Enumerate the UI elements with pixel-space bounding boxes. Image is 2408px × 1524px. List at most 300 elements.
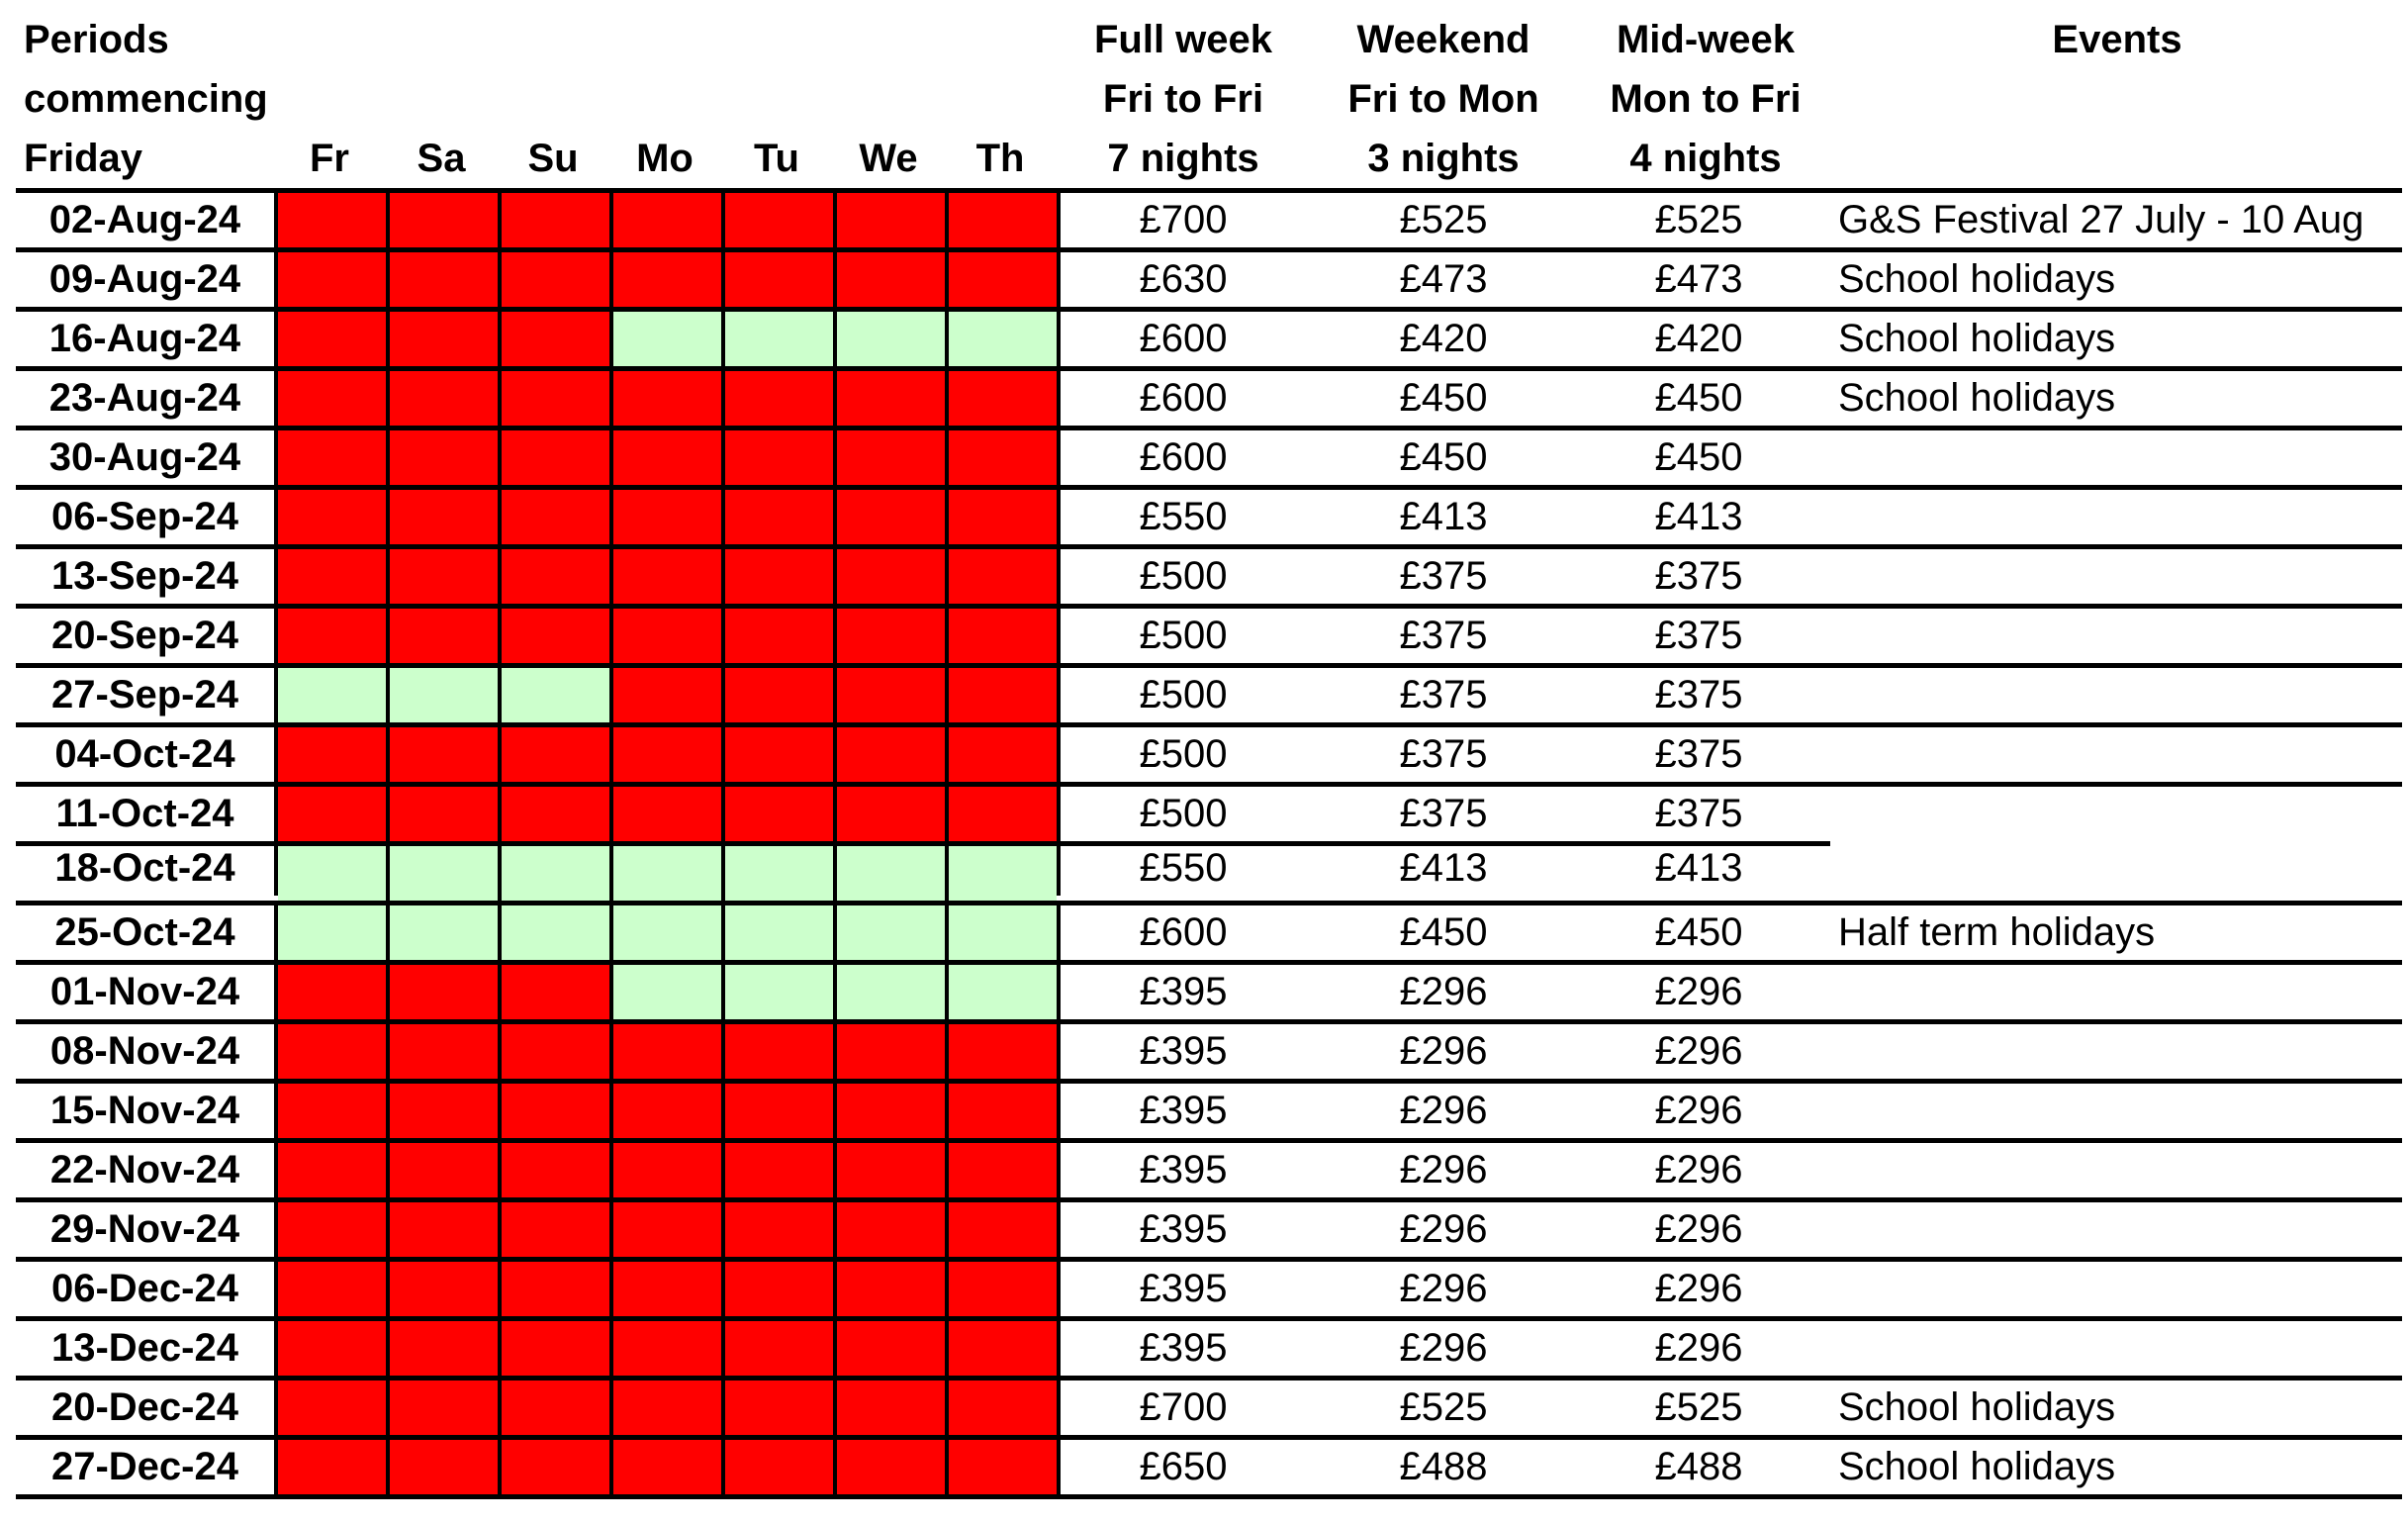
table-row bbox=[16, 960, 2402, 1019]
booked-day-cell[interactable] bbox=[390, 965, 502, 1019]
full-week-price: £600 bbox=[1139, 376, 1228, 420]
full-week-price: £550 bbox=[1139, 846, 1228, 890]
availability-table bbox=[16, 188, 2402, 1499]
day-availability-grid bbox=[274, 193, 1061, 247]
full-week-price: £395 bbox=[1139, 970, 1228, 1013]
booked-day-cell[interactable] bbox=[278, 727, 390, 782]
period-date: 27-Dec-24 bbox=[50, 1445, 238, 1488]
booked-day-cell[interactable] bbox=[278, 1440, 390, 1494]
weekend-header bbox=[1315, 10, 1572, 188]
full-week-price: £395 bbox=[1139, 1148, 1228, 1191]
available-day-cell[interactable] bbox=[725, 965, 837, 1019]
booked-day-cell[interactable] bbox=[502, 252, 613, 307]
booked-day-cell[interactable] bbox=[613, 1381, 725, 1435]
mid-week-price: £420 bbox=[1654, 317, 1743, 360]
event-label: School holidays bbox=[1838, 376, 2116, 420]
mid-week-price: £296 bbox=[1654, 1089, 1743, 1132]
booked-day-cell[interactable] bbox=[502, 1084, 613, 1138]
weekend-price: £473 bbox=[1399, 257, 1488, 301]
booked-day-cell[interactable] bbox=[390, 1084, 502, 1138]
available-day-cell[interactable] bbox=[613, 965, 725, 1019]
booked-day-cell[interactable] bbox=[278, 193, 390, 247]
booked-day-cell[interactable] bbox=[949, 1321, 1057, 1376]
event-label: G&S Festival 27 July - 10 Aug bbox=[1838, 198, 2364, 241]
booked-day-cell[interactable] bbox=[613, 609, 725, 663]
mid-week-price: £413 bbox=[1654, 495, 1743, 538]
booked-day-cell[interactable] bbox=[725, 490, 837, 544]
available-day-cell[interactable] bbox=[390, 846, 502, 901]
booked-day-cell[interactable] bbox=[390, 371, 502, 426]
day-availability-grid bbox=[274, 787, 1061, 841]
full-week-price: £500 bbox=[1139, 614, 1228, 657]
mid-week-price: £450 bbox=[1654, 435, 1743, 479]
booked-day-cell[interactable] bbox=[837, 787, 949, 841]
day-header-sa: Sa bbox=[417, 137, 466, 180]
booked-day-cell[interactable] bbox=[725, 1262, 837, 1316]
available-day-cell[interactable] bbox=[725, 846, 837, 901]
header-line: Friday bbox=[24, 137, 143, 180]
table-row bbox=[16, 247, 2402, 307]
booked-day-cell[interactable] bbox=[725, 787, 837, 841]
table-row bbox=[16, 901, 2402, 960]
table-row bbox=[16, 1079, 2402, 1138]
mid-week-price: £525 bbox=[1654, 1385, 1743, 1429]
full-week-price: £395 bbox=[1139, 1089, 1228, 1132]
booked-day-cell[interactable] bbox=[502, 1024, 613, 1079]
booked-day-cell[interactable] bbox=[725, 1024, 837, 1079]
day-availability-grid bbox=[274, 905, 1061, 960]
booked-day-cell[interactable] bbox=[949, 727, 1057, 782]
table-row bbox=[16, 1316, 2402, 1376]
weekend-price: £296 bbox=[1399, 1267, 1488, 1310]
available-day-cell[interactable] bbox=[278, 668, 390, 722]
booked-day-cell[interactable] bbox=[390, 312, 502, 366]
mid-week-price: £450 bbox=[1654, 376, 1743, 420]
booked-day-cell[interactable] bbox=[390, 1262, 502, 1316]
mid-week-price: £525 bbox=[1654, 198, 1743, 241]
booked-day-cell[interactable] bbox=[949, 668, 1057, 722]
full-week-price: £600 bbox=[1139, 435, 1228, 479]
day-header-tu: Tu bbox=[754, 137, 799, 180]
table-row bbox=[16, 1435, 2402, 1499]
booked-day-cell[interactable] bbox=[837, 1440, 949, 1494]
booked-day-cell[interactable] bbox=[278, 1381, 390, 1435]
booked-day-cell[interactable] bbox=[949, 609, 1057, 663]
booked-day-cell[interactable] bbox=[390, 609, 502, 663]
period-date: 09-Aug-24 bbox=[48, 257, 241, 301]
header-line: Mid-week bbox=[1616, 18, 1796, 61]
table-row bbox=[16, 663, 2402, 722]
weekend-price: £375 bbox=[1399, 673, 1488, 716]
mid-week-price: £375 bbox=[1654, 732, 1743, 776]
day-availability-grid bbox=[274, 1440, 1061, 1494]
period-date: 16-Aug-24 bbox=[48, 317, 241, 360]
mid-week-price: £473 bbox=[1654, 257, 1743, 301]
table-row bbox=[16, 604, 2402, 663]
booked-day-cell[interactable] bbox=[837, 252, 949, 307]
booked-day-cell[interactable] bbox=[725, 252, 837, 307]
booked-day-cell[interactable] bbox=[725, 1321, 837, 1376]
booked-day-cell[interactable] bbox=[949, 1262, 1057, 1316]
available-day-cell[interactable] bbox=[502, 905, 613, 960]
header-line: Fri to Fri bbox=[1102, 77, 1264, 121]
booked-day-cell[interactable] bbox=[949, 1202, 1057, 1257]
weekend-price: £375 bbox=[1399, 614, 1488, 657]
period-date: 13-Sep-24 bbox=[51, 554, 238, 598]
weekend-price: £296 bbox=[1399, 1148, 1488, 1191]
weekend-price: £296 bbox=[1399, 1207, 1488, 1251]
period-date: 06-Sep-24 bbox=[51, 495, 238, 538]
booked-day-cell[interactable] bbox=[502, 312, 613, 366]
booked-day-cell[interactable] bbox=[613, 549, 725, 604]
booked-day-cell[interactable] bbox=[725, 609, 837, 663]
day-availability-grid bbox=[274, 841, 1061, 896]
booked-day-cell[interactable] bbox=[278, 1321, 390, 1376]
booked-day-cell[interactable] bbox=[949, 787, 1057, 841]
event-label: School holidays bbox=[1838, 317, 2116, 360]
mid-week-price: £296 bbox=[1654, 1029, 1743, 1073]
booked-day-cell[interactable] bbox=[725, 1440, 837, 1494]
full-week-price: £700 bbox=[1139, 1385, 1228, 1429]
period-date: 13-Dec-24 bbox=[50, 1326, 238, 1370]
header-line: Periods bbox=[24, 18, 169, 61]
booked-day-cell[interactable] bbox=[278, 609, 390, 663]
header-line: Mon to Fri bbox=[1610, 77, 1802, 121]
available-day-cell[interactable] bbox=[837, 965, 949, 1019]
booked-day-cell[interactable] bbox=[725, 1143, 837, 1197]
table-row bbox=[16, 841, 2402, 901]
booked-day-cell[interactable] bbox=[837, 1381, 949, 1435]
booked-day-cell[interactable] bbox=[837, 727, 949, 782]
available-day-cell[interactable] bbox=[949, 965, 1057, 1019]
weekend-price: £525 bbox=[1399, 198, 1488, 241]
booked-day-cell[interactable] bbox=[390, 1202, 502, 1257]
booked-day-cell[interactable] bbox=[725, 1381, 837, 1435]
mid-week-header bbox=[1577, 10, 1834, 188]
full-week-price: £550 bbox=[1139, 495, 1228, 538]
table-row bbox=[16, 1257, 2402, 1316]
available-day-cell[interactable] bbox=[949, 846, 1057, 901]
booked-day-cell[interactable] bbox=[837, 1084, 949, 1138]
day-availability-grid bbox=[274, 490, 1061, 544]
booked-day-cell[interactable] bbox=[278, 490, 390, 544]
table-row bbox=[16, 1197, 2402, 1257]
booked-day-cell[interactable] bbox=[949, 430, 1057, 485]
booked-day-cell[interactable] bbox=[278, 1024, 390, 1079]
table-row bbox=[16, 307, 2402, 366]
booked-day-cell[interactable] bbox=[390, 193, 502, 247]
booked-day-cell[interactable] bbox=[502, 549, 613, 604]
day-header-fr: Fr bbox=[310, 137, 349, 180]
booked-day-cell[interactable] bbox=[949, 1024, 1057, 1079]
mid-week-price: £413 bbox=[1654, 846, 1743, 890]
full-week-price: £650 bbox=[1139, 1445, 1228, 1488]
booked-day-cell[interactable] bbox=[613, 1084, 725, 1138]
mid-week-price: £296 bbox=[1654, 1207, 1743, 1251]
available-day-cell[interactable] bbox=[502, 846, 613, 901]
booked-day-cell[interactable] bbox=[390, 252, 502, 307]
booked-day-cell[interactable] bbox=[502, 1262, 613, 1316]
available-day-cell[interactable] bbox=[837, 312, 949, 366]
booked-day-cell[interactable] bbox=[613, 371, 725, 426]
period-date: 02-Aug-24 bbox=[48, 198, 241, 241]
mid-week-price: £296 bbox=[1654, 970, 1743, 1013]
booked-day-cell[interactable] bbox=[502, 1381, 613, 1435]
day-availability-grid bbox=[274, 1143, 1061, 1197]
period-date: 23-Aug-24 bbox=[48, 376, 241, 420]
full-week-price: £630 bbox=[1139, 257, 1228, 301]
event-label: Half term holidays bbox=[1838, 910, 2156, 954]
available-day-cell[interactable] bbox=[502, 668, 613, 722]
booked-day-cell[interactable] bbox=[390, 787, 502, 841]
day-availability-grid bbox=[274, 609, 1061, 663]
weekend-price: £420 bbox=[1399, 317, 1488, 360]
booked-day-cell[interactable] bbox=[837, 1262, 949, 1316]
booked-day-cell[interactable] bbox=[725, 1202, 837, 1257]
available-day-cell[interactable] bbox=[278, 846, 390, 901]
booked-day-cell[interactable] bbox=[502, 1202, 613, 1257]
booked-day-cell[interactable] bbox=[278, 371, 390, 426]
weekend-price: £296 bbox=[1399, 1326, 1488, 1370]
available-day-cell[interactable] bbox=[837, 846, 949, 901]
booked-day-cell[interactable] bbox=[837, 1143, 949, 1197]
table-row bbox=[16, 1376, 2402, 1435]
day-availability-grid bbox=[274, 1202, 1061, 1257]
period-date: 25-Oct-24 bbox=[54, 910, 235, 954]
booked-day-cell[interactable] bbox=[278, 312, 390, 366]
booked-day-cell[interactable] bbox=[278, 1202, 390, 1257]
available-day-cell[interactable] bbox=[613, 905, 725, 960]
full-week-price: £600 bbox=[1139, 317, 1228, 360]
period-date: 18-Oct-24 bbox=[54, 846, 235, 890]
header-line: 4 nights bbox=[1629, 137, 1782, 180]
mid-week-price: £375 bbox=[1654, 673, 1743, 716]
booked-day-cell[interactable] bbox=[725, 668, 837, 722]
weekend-price: £488 bbox=[1399, 1445, 1488, 1488]
booked-day-cell[interactable] bbox=[502, 609, 613, 663]
available-day-cell[interactable] bbox=[725, 312, 837, 366]
booked-day-cell[interactable] bbox=[725, 430, 837, 485]
weekend-price: £413 bbox=[1399, 846, 1488, 890]
booked-day-cell[interactable] bbox=[502, 1321, 613, 1376]
available-day-cell[interactable] bbox=[613, 846, 725, 901]
day-availability-grid bbox=[274, 965, 1061, 1019]
booked-day-cell[interactable] bbox=[613, 668, 725, 722]
booked-day-cell[interactable] bbox=[390, 1321, 502, 1376]
weekend-price: £413 bbox=[1399, 495, 1488, 538]
booked-day-cell[interactable] bbox=[390, 1381, 502, 1435]
booked-day-cell[interactable] bbox=[949, 1440, 1057, 1494]
booked-day-cell[interactable] bbox=[837, 490, 949, 544]
booked-day-cell[interactable] bbox=[949, 252, 1057, 307]
booked-day-cell[interactable] bbox=[725, 1084, 837, 1138]
header-line: Weekend bbox=[1356, 18, 1530, 61]
booked-day-cell[interactable] bbox=[725, 549, 837, 604]
booked-day-cell[interactable] bbox=[502, 490, 613, 544]
booked-day-cell[interactable] bbox=[502, 727, 613, 782]
mid-week-price: £375 bbox=[1654, 614, 1743, 657]
booked-day-cell[interactable] bbox=[837, 430, 949, 485]
booked-day-cell[interactable] bbox=[613, 1143, 725, 1197]
booked-day-cell[interactable] bbox=[502, 965, 613, 1019]
booked-day-cell[interactable] bbox=[725, 371, 837, 426]
booked-day-cell[interactable] bbox=[390, 549, 502, 604]
mid-week-price: £296 bbox=[1654, 1148, 1743, 1191]
day-header-mo: Mo bbox=[636, 137, 694, 180]
table-row bbox=[16, 485, 2402, 544]
period-date: 04-Oct-24 bbox=[54, 732, 235, 776]
period-date: 20-Dec-24 bbox=[50, 1385, 238, 1429]
booked-day-cell[interactable] bbox=[837, 668, 949, 722]
booked-day-cell[interactable] bbox=[278, 1262, 390, 1316]
full-week-price: £500 bbox=[1139, 554, 1228, 598]
weekend-price: £296 bbox=[1399, 1029, 1488, 1073]
booked-day-cell[interactable] bbox=[837, 549, 949, 604]
full-week-price: £500 bbox=[1139, 792, 1228, 835]
booked-day-cell[interactable] bbox=[613, 1262, 725, 1316]
available-day-cell[interactable] bbox=[949, 905, 1057, 960]
table-row bbox=[16, 366, 2402, 426]
booked-day-cell[interactable] bbox=[949, 371, 1057, 426]
day-header-su: Su bbox=[527, 137, 579, 180]
full-week-price: £500 bbox=[1139, 732, 1228, 776]
booked-day-cell[interactable] bbox=[837, 1202, 949, 1257]
booked-day-cell[interactable] bbox=[390, 727, 502, 782]
event-label: School holidays bbox=[1838, 1385, 2116, 1429]
booked-day-cell[interactable] bbox=[502, 193, 613, 247]
table-row bbox=[16, 188, 2402, 247]
weekend-price: £450 bbox=[1399, 376, 1488, 420]
booked-day-cell[interactable] bbox=[949, 1084, 1057, 1138]
booked-day-cell[interactable] bbox=[390, 1440, 502, 1494]
weekend-price: £450 bbox=[1399, 910, 1488, 954]
table-row bbox=[16, 782, 2402, 841]
full-week-price: £395 bbox=[1139, 1267, 1228, 1310]
table-row bbox=[16, 1019, 2402, 1079]
booked-day-cell[interactable] bbox=[949, 549, 1057, 604]
period-date: 29-Nov-24 bbox=[49, 1207, 240, 1251]
full-week-price: £600 bbox=[1139, 910, 1228, 954]
weekend-price: £525 bbox=[1399, 1385, 1488, 1429]
period-date: 27-Sep-24 bbox=[51, 673, 238, 716]
period-date: 11-Oct-24 bbox=[55, 792, 234, 835]
booked-day-cell[interactable] bbox=[613, 1440, 725, 1494]
day-availability-grid bbox=[274, 430, 1061, 485]
booked-day-cell[interactable] bbox=[613, 252, 725, 307]
period-date: 20-Sep-24 bbox=[51, 614, 238, 657]
booked-day-cell[interactable] bbox=[278, 252, 390, 307]
booked-day-cell[interactable] bbox=[390, 490, 502, 544]
period-date: 15-Nov-24 bbox=[49, 1089, 240, 1132]
booked-day-cell[interactable] bbox=[613, 490, 725, 544]
available-day-cell[interactable] bbox=[949, 312, 1057, 366]
mid-week-price: £488 bbox=[1654, 1445, 1743, 1488]
booked-day-cell[interactable] bbox=[613, 787, 725, 841]
table-row bbox=[16, 1138, 2402, 1197]
booked-day-cell[interactable] bbox=[949, 1143, 1057, 1197]
weekend-price: £450 bbox=[1399, 435, 1488, 479]
booked-day-cell[interactable] bbox=[502, 1143, 613, 1197]
booked-day-cell[interactable] bbox=[949, 193, 1057, 247]
booked-day-cell[interactable] bbox=[502, 1440, 613, 1494]
booked-day-cell[interactable] bbox=[613, 430, 725, 485]
booked-day-cell[interactable] bbox=[390, 1024, 502, 1079]
booked-day-cell[interactable] bbox=[278, 1143, 390, 1197]
booked-day-cell[interactable] bbox=[949, 1381, 1057, 1435]
day-availability-grid bbox=[274, 727, 1061, 782]
booked-day-cell[interactable] bbox=[278, 965, 390, 1019]
period-column-header bbox=[24, 10, 268, 198]
booked-day-cell[interactable] bbox=[390, 1143, 502, 1197]
booked-day-cell[interactable] bbox=[278, 430, 390, 485]
booked-day-cell[interactable] bbox=[613, 1024, 725, 1079]
available-day-cell[interactable] bbox=[837, 905, 949, 960]
booked-day-cell[interactable] bbox=[502, 371, 613, 426]
weekend-price: £375 bbox=[1399, 732, 1488, 776]
full-week-price: £395 bbox=[1139, 1207, 1228, 1251]
day-availability-grid bbox=[274, 312, 1061, 366]
mid-week-price: £375 bbox=[1654, 554, 1743, 598]
booked-day-cell[interactable] bbox=[278, 1084, 390, 1138]
booked-day-cell[interactable] bbox=[613, 1321, 725, 1376]
booked-day-cell[interactable] bbox=[837, 1321, 949, 1376]
header-line: Fri to Mon bbox=[1347, 77, 1539, 121]
full-week-price: £700 bbox=[1139, 198, 1228, 241]
period-date: 01-Nov-24 bbox=[49, 970, 240, 1013]
booked-day-cell[interactable] bbox=[390, 430, 502, 485]
header-line: Full week bbox=[1093, 18, 1273, 61]
available-day-cell[interactable] bbox=[390, 905, 502, 960]
booked-day-cell[interactable] bbox=[725, 727, 837, 782]
mid-week-price: £296 bbox=[1654, 1267, 1743, 1310]
booked-day-cell[interactable] bbox=[725, 193, 837, 247]
full-week-price: £395 bbox=[1139, 1326, 1228, 1370]
header-line: commencing bbox=[24, 77, 268, 121]
booked-day-cell[interactable] bbox=[837, 371, 949, 426]
booked-day-cell[interactable] bbox=[837, 609, 949, 663]
table-row bbox=[16, 544, 2402, 604]
period-date: 30-Aug-24 bbox=[48, 435, 241, 479]
mid-week-price: £375 bbox=[1654, 792, 1743, 835]
available-day-cell[interactable] bbox=[725, 905, 837, 960]
day-availability-grid bbox=[274, 1381, 1061, 1435]
booked-day-cell[interactable] bbox=[837, 1024, 949, 1079]
available-day-cell[interactable] bbox=[613, 312, 725, 366]
booked-day-cell[interactable] bbox=[613, 727, 725, 782]
table-row bbox=[16, 426, 2402, 485]
booked-day-cell[interactable] bbox=[278, 549, 390, 604]
day-availability-grid bbox=[274, 1024, 1061, 1079]
weekend-price: £296 bbox=[1399, 1089, 1488, 1132]
day-availability-grid bbox=[274, 1262, 1061, 1316]
booked-day-cell[interactable] bbox=[613, 1202, 725, 1257]
weekend-price: £296 bbox=[1399, 970, 1488, 1013]
period-date: 08-Nov-24 bbox=[49, 1029, 240, 1073]
day-availability-grid bbox=[274, 252, 1061, 307]
booked-day-cell[interactable] bbox=[949, 490, 1057, 544]
booked-day-cell[interactable] bbox=[837, 193, 949, 247]
available-day-cell[interactable] bbox=[390, 668, 502, 722]
weekend-price: £375 bbox=[1399, 554, 1488, 598]
row-divider bbox=[16, 841, 1830, 846]
booked-day-cell[interactable] bbox=[278, 787, 390, 841]
booked-day-cell[interactable] bbox=[502, 787, 613, 841]
available-day-cell[interactable] bbox=[278, 905, 390, 960]
weekend-price: £375 bbox=[1399, 792, 1488, 835]
header-line: 7 nights bbox=[1107, 137, 1259, 180]
booked-day-cell[interactable] bbox=[613, 193, 725, 247]
booked-day-cell[interactable] bbox=[502, 430, 613, 485]
